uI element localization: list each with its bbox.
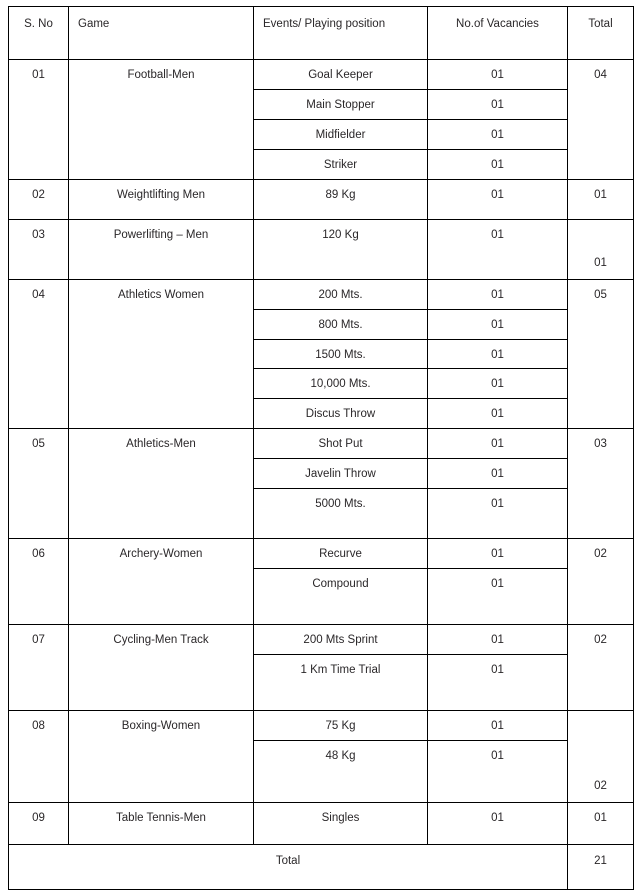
column-header-events-label: Events/ Playing position bbox=[263, 18, 386, 30]
event-value: 120 Kg bbox=[322, 228, 359, 241]
game-value: Archery-Women bbox=[119, 548, 203, 561]
cell-event bbox=[254, 399, 428, 429]
game-value: Football-Men bbox=[127, 69, 195, 81]
cell-serial-number bbox=[9, 802, 69, 844]
cell-group-total bbox=[568, 710, 634, 802]
cell-event bbox=[254, 339, 428, 369]
cell-game bbox=[69, 802, 254, 844]
group-total-value: 01 bbox=[594, 188, 607, 201]
cell-vacancies bbox=[428, 179, 568, 219]
vacancies-value: 01 bbox=[491, 408, 504, 421]
game-value: Athletics Women bbox=[117, 288, 205, 301]
cell-vacancies bbox=[428, 89, 568, 119]
cell-vacancies bbox=[428, 339, 568, 369]
cell-event bbox=[254, 89, 428, 119]
vacancies-value: 01 bbox=[491, 498, 504, 511]
cell-event bbox=[254, 60, 428, 90]
event-value: 5000 Mts. bbox=[315, 498, 366, 511]
cell-vacancies bbox=[428, 625, 568, 655]
vacancies-value: 01 bbox=[491, 348, 504, 361]
cell-vacancies bbox=[428, 399, 568, 429]
table-header-row bbox=[9, 7, 634, 60]
vacancies-value: 01 bbox=[491, 188, 504, 201]
cell-event bbox=[254, 740, 428, 802]
cell-event bbox=[254, 539, 428, 569]
serial-number-value: 05 bbox=[32, 438, 45, 451]
cell-serial-number bbox=[9, 429, 69, 539]
game-value: Boxing-Women bbox=[121, 719, 201, 732]
event-value: Main Stopper bbox=[306, 98, 375, 111]
column-header-sno-label: S. No bbox=[24, 18, 53, 30]
group-total-value: 01 bbox=[594, 256, 607, 269]
cell-group-total bbox=[568, 802, 634, 844]
table-row bbox=[9, 429, 634, 459]
game-value: Cycling-Men Track bbox=[113, 634, 209, 646]
cell-game bbox=[69, 219, 254, 279]
cell-event bbox=[254, 459, 428, 489]
event-value: Javelin Throw bbox=[305, 468, 376, 481]
column-header-game-label: Game bbox=[78, 18, 110, 30]
cell-vacancies bbox=[428, 710, 568, 740]
table-row bbox=[9, 60, 634, 90]
game-value: Table Tennis-Men bbox=[116, 811, 206, 824]
table-row bbox=[9, 179, 634, 219]
vacancies-value: 01 bbox=[491, 69, 504, 81]
table-row bbox=[9, 710, 634, 740]
group-total-value: 02 bbox=[594, 779, 607, 792]
vacancies-value: 01 bbox=[491, 468, 504, 481]
event-value: Compound bbox=[312, 578, 369, 591]
cell-event bbox=[254, 625, 428, 655]
cell-group-total bbox=[568, 219, 634, 279]
serial-number-value: 07 bbox=[32, 634, 45, 646]
cell-event bbox=[254, 429, 428, 459]
cell-event bbox=[254, 489, 428, 539]
event-value: Shot Put bbox=[318, 438, 363, 451]
vacancies-value: 01 bbox=[491, 98, 504, 111]
cell-vacancies bbox=[428, 459, 568, 489]
cell-vacancies bbox=[428, 119, 568, 149]
vacancies-value: 01 bbox=[491, 811, 504, 824]
cell-event bbox=[254, 369, 428, 399]
vacancies-value: 01 bbox=[491, 749, 504, 762]
event-value: Midfielder bbox=[315, 128, 366, 141]
serial-number-value: 08 bbox=[32, 719, 45, 732]
column-header-total bbox=[568, 7, 634, 60]
vacancies-value: 01 bbox=[491, 158, 504, 171]
cell-event bbox=[254, 569, 428, 625]
game-value: Powerlifting – Men bbox=[113, 228, 209, 241]
table-row bbox=[9, 219, 634, 279]
cell-vacancies bbox=[428, 740, 568, 802]
cell-vacancies bbox=[428, 279, 568, 309]
cell-group-total bbox=[568, 279, 634, 429]
vacancies-value: 01 bbox=[491, 378, 504, 391]
cell-event bbox=[254, 179, 428, 219]
event-value: Goal Keeper bbox=[308, 69, 373, 81]
column-header-total-label: Total bbox=[588, 18, 613, 30]
event-value: 1 Km Time Trial bbox=[300, 663, 381, 676]
cell-event bbox=[254, 309, 428, 339]
vacancies-value: 01 bbox=[491, 663, 504, 676]
vacancies-value: 01 bbox=[491, 634, 504, 646]
table-row bbox=[9, 539, 634, 569]
cell-game bbox=[69, 279, 254, 429]
serial-number-value: 03 bbox=[32, 228, 45, 241]
vacancies-value: 01 bbox=[491, 128, 504, 141]
serial-number-value: 04 bbox=[32, 288, 45, 301]
cell-event bbox=[254, 279, 428, 309]
cell-group-total bbox=[568, 625, 634, 711]
cell-event bbox=[254, 802, 428, 844]
grand-total-value: 21 bbox=[594, 854, 607, 867]
vacancies-value: 01 bbox=[491, 318, 504, 331]
event-value: 1500 Mts. bbox=[315, 348, 366, 361]
event-value: 75 Kg bbox=[325, 719, 356, 732]
cell-grand-total-label bbox=[9, 844, 568, 889]
group-total-value: 03 bbox=[594, 438, 607, 451]
vacancies-value: 01 bbox=[491, 438, 504, 451]
serial-number-value: 02 bbox=[32, 188, 45, 201]
cell-event bbox=[254, 219, 428, 279]
cell-serial-number bbox=[9, 625, 69, 711]
cell-vacancies bbox=[428, 60, 568, 90]
column-header-vacancies bbox=[428, 7, 568, 60]
column-header-sno bbox=[9, 7, 69, 60]
cell-serial-number bbox=[9, 60, 69, 180]
cell-vacancies bbox=[428, 569, 568, 625]
cell-serial-number bbox=[9, 179, 69, 219]
vacancies-value: 01 bbox=[491, 228, 504, 241]
vacancies-value: 01 bbox=[491, 548, 504, 561]
game-value: Athletics-Men bbox=[126, 438, 196, 451]
event-value: 800 Mts. bbox=[318, 318, 363, 331]
column-header-events bbox=[254, 7, 428, 60]
cell-vacancies bbox=[428, 489, 568, 539]
event-value: Recurve bbox=[319, 548, 362, 561]
cell-game bbox=[69, 625, 254, 711]
cell-vacancies bbox=[428, 149, 568, 179]
cell-game bbox=[69, 179, 254, 219]
event-value: Discus Throw bbox=[305, 408, 376, 421]
cell-group-total bbox=[568, 60, 634, 180]
event-value: 10,000 Mts. bbox=[310, 378, 371, 391]
event-value: 48 Kg bbox=[325, 749, 356, 762]
cell-group-total bbox=[568, 429, 634, 539]
event-value: 200 Mts Sprint bbox=[303, 634, 378, 646]
group-total-value: 01 bbox=[594, 811, 607, 824]
vacancies-value: 01 bbox=[491, 578, 504, 591]
table-row bbox=[9, 625, 634, 655]
vacancies-value: 01 bbox=[491, 288, 504, 301]
table-header bbox=[9, 7, 634, 60]
cell-event bbox=[254, 654, 428, 710]
cell-game bbox=[69, 539, 254, 625]
cell-vacancies bbox=[428, 802, 568, 844]
grand-total-row bbox=[9, 844, 634, 889]
group-total-value: 05 bbox=[594, 288, 607, 301]
cell-event bbox=[254, 119, 428, 149]
event-value: Striker bbox=[323, 158, 358, 171]
group-total-value: 02 bbox=[594, 634, 607, 646]
game-value: Weightlifting Men bbox=[117, 188, 205, 201]
cell-event bbox=[254, 149, 428, 179]
cell-vacancies bbox=[428, 429, 568, 459]
event-value: 200 Mts. bbox=[318, 288, 363, 301]
table-row bbox=[9, 802, 634, 844]
serial-number-value: 09 bbox=[32, 811, 45, 824]
serial-number-value: 01 bbox=[32, 69, 45, 81]
cell-game bbox=[69, 710, 254, 802]
cell-vacancies bbox=[428, 219, 568, 279]
cell-vacancies bbox=[428, 654, 568, 710]
cell-vacancies bbox=[428, 309, 568, 339]
vacancy-table bbox=[8, 6, 634, 890]
cell-event bbox=[254, 710, 428, 740]
column-header-vacancies-label: No.of Vacancies bbox=[456, 18, 539, 30]
cell-game bbox=[69, 60, 254, 180]
cell-grand-total-value bbox=[568, 844, 634, 889]
cell-group-total bbox=[568, 539, 634, 625]
grand-total-label: Total bbox=[275, 854, 301, 867]
serial-number-value: 06 bbox=[32, 548, 45, 561]
cell-game bbox=[69, 429, 254, 539]
column-header-game bbox=[69, 7, 254, 60]
table-body bbox=[9, 60, 634, 890]
cell-serial-number bbox=[9, 539, 69, 625]
group-total-value: 02 bbox=[594, 548, 607, 561]
cell-serial-number bbox=[9, 279, 69, 429]
event-value: Singles bbox=[321, 811, 360, 824]
vacancies-value: 01 bbox=[491, 719, 504, 732]
cell-serial-number bbox=[9, 219, 69, 279]
table-row bbox=[9, 279, 634, 309]
cell-serial-number bbox=[9, 710, 69, 802]
group-total-value: 04 bbox=[594, 69, 607, 81]
cell-group-total bbox=[568, 179, 634, 219]
cell-vacancies bbox=[428, 369, 568, 399]
event-value: 89 Kg bbox=[325, 188, 356, 201]
cell-vacancies bbox=[428, 539, 568, 569]
